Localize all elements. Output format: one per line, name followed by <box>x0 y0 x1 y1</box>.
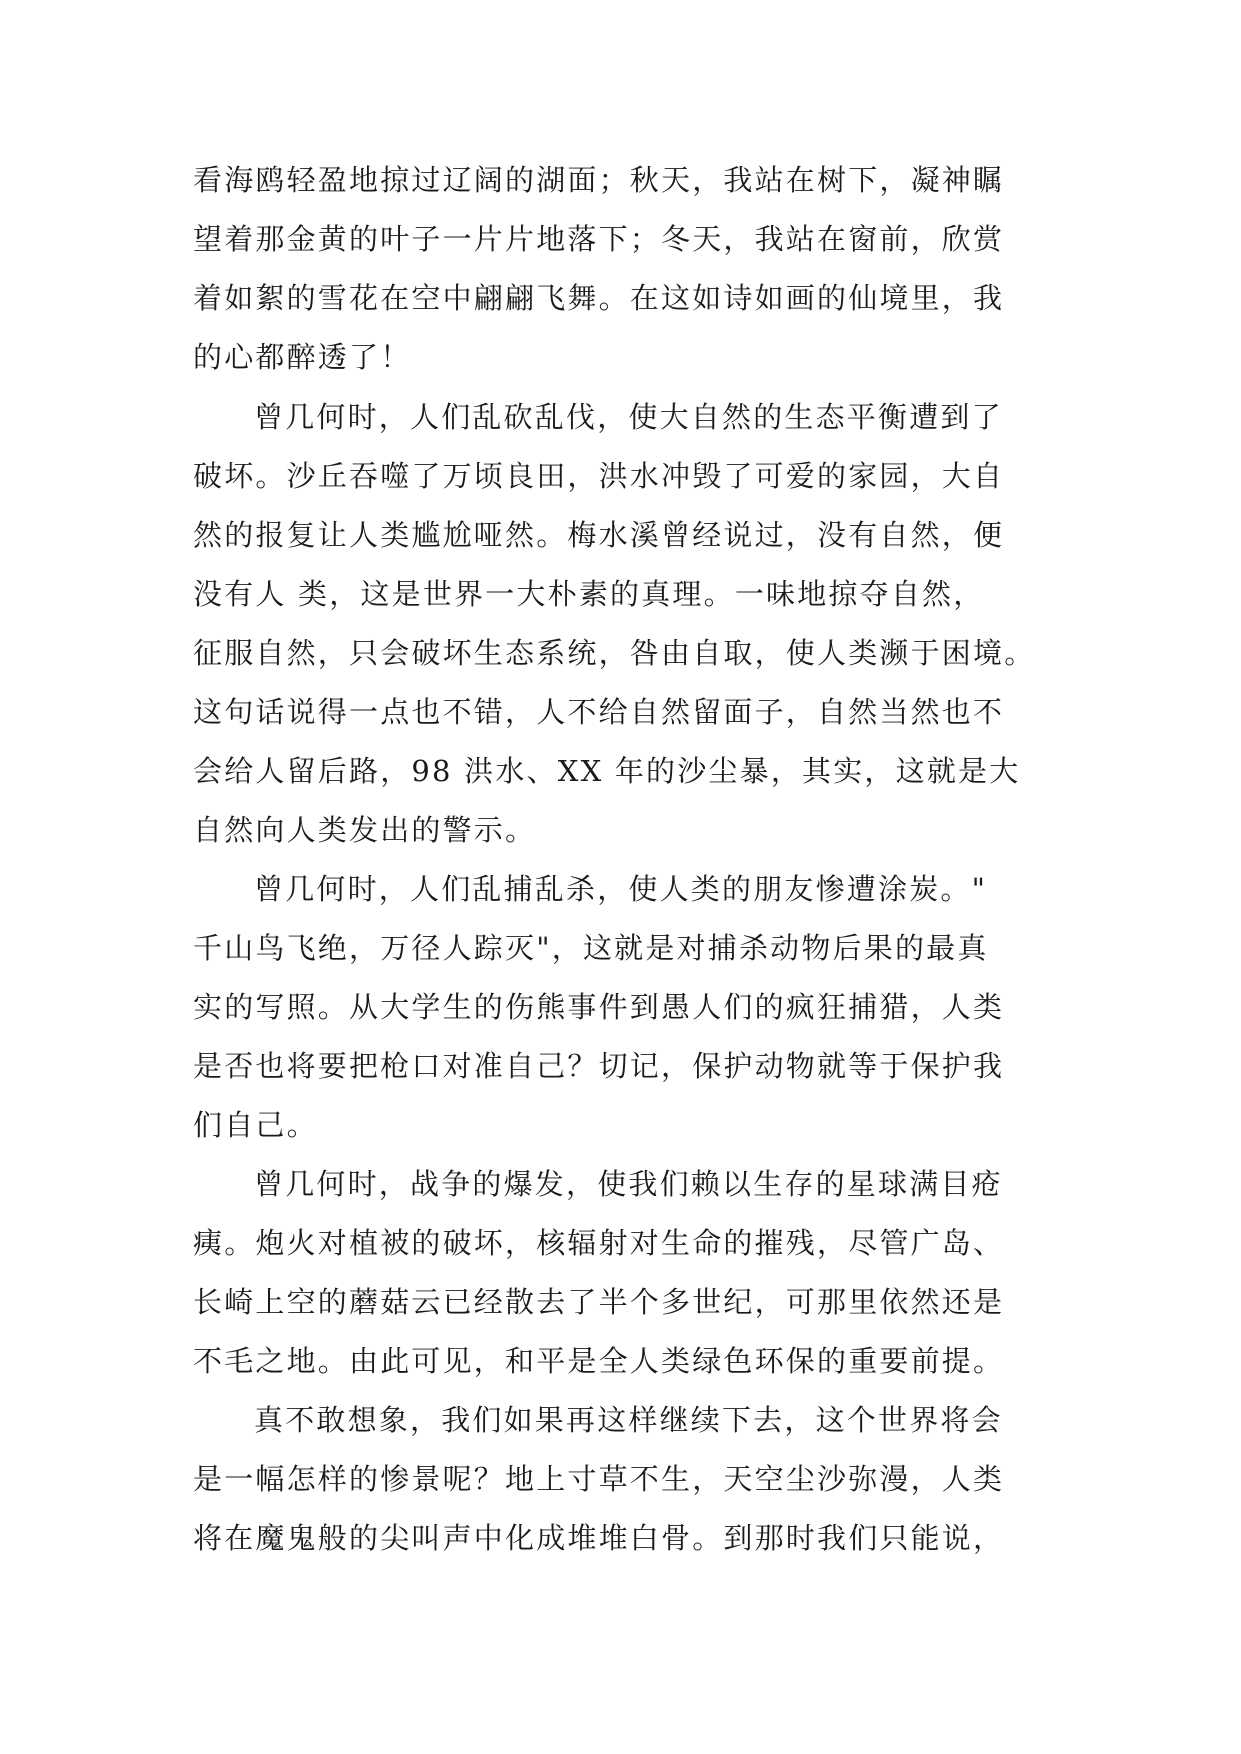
text-line: 实的写照。从大学生的伤熊事件到愚人们的疯狂捕猎，人类 <box>193 990 1005 1024</box>
text-line: 的心都醉透了！ <box>193 340 412 374</box>
paragraph-first-line: 曾几何时，人们乱砍乱伐，使大自然的生态平衡遭到了 <box>254 400 1003 434</box>
text-line: 长崎上空的蘑菇云已经散去了半个多世纪，可那里依然还是 <box>193 1285 1005 1319</box>
text-line: 会给人留后路，98 洪水、XX 年的沙尘暴，其实，这就是大 <box>193 754 1021 788</box>
text-line: 望着那金黄的叶子一片片地落下；冬天，我站在窗前，欣赏 <box>193 222 1005 256</box>
text-line: 没有人 类，这是世界一大朴素的真理。一味地掠夺自然， <box>193 577 985 611</box>
text-line: 不毛之地。由此可见，和平是全人类绿色环保的重要前提。 <box>193 1344 1005 1378</box>
text-line: 痍。炮火对植被的破坏，核辐射对生命的摧残，尽管广岛、 <box>193 1226 1005 1260</box>
text-line: 然的报复让人类尴尬哑然。梅水溪曾经说过，没有自然，便 <box>193 518 1005 552</box>
paragraph-first-line: 真不敢想象，我们如果再这样继续下去，这个世界将会 <box>254 1403 1003 1437</box>
text-line: 将在魔鬼般的尖叫声中化成堆堆白骨。到那时我们只能说， <box>193 1521 1005 1555</box>
paragraph-first-line: 曾几何时，人们乱捕乱杀，使人类的朋友惨遭涂炭。" <box>254 872 988 906</box>
text-line: 千山鸟飞绝，万径人踪灭"，这就是对捕杀动物后果的最真 <box>193 931 989 965</box>
text-line: 征服自然，只会破坏生态系统，咎由自取，使人类濒于困境。 <box>193 636 1036 670</box>
text-line: 们自己。 <box>193 1108 318 1142</box>
text-line: 破坏。沙丘吞噬了万顷良田，洪水冲毁了可爱的家园，大自 <box>193 459 1005 493</box>
text-line: 是否也将要把枪口对准自己？切记，保护动物就等于保护我 <box>193 1049 1005 1083</box>
paragraph-first-line: 曾几何时，战争的爆发，使我们赖以生存的星球满目疮 <box>254 1167 1003 1201</box>
text-line: 着如絮的雪花在空中翩翩飞舞。在这如诗如画的仙境里，我 <box>193 281 1005 315</box>
text-line: 这句话说得一点也不错，人不给自然留面子，自然当然也不 <box>193 695 1005 729</box>
text-line: 看海鸥轻盈地掠过辽阔的湖面；秋天，我站在树下，凝神瞩 <box>193 163 1005 197</box>
text-line: 自然向人类发出的警示。 <box>193 813 537 847</box>
text-line: 是一幅怎样的惨景呢？地上寸草不生，天空尘沙弥漫，人类 <box>193 1462 1005 1496</box>
